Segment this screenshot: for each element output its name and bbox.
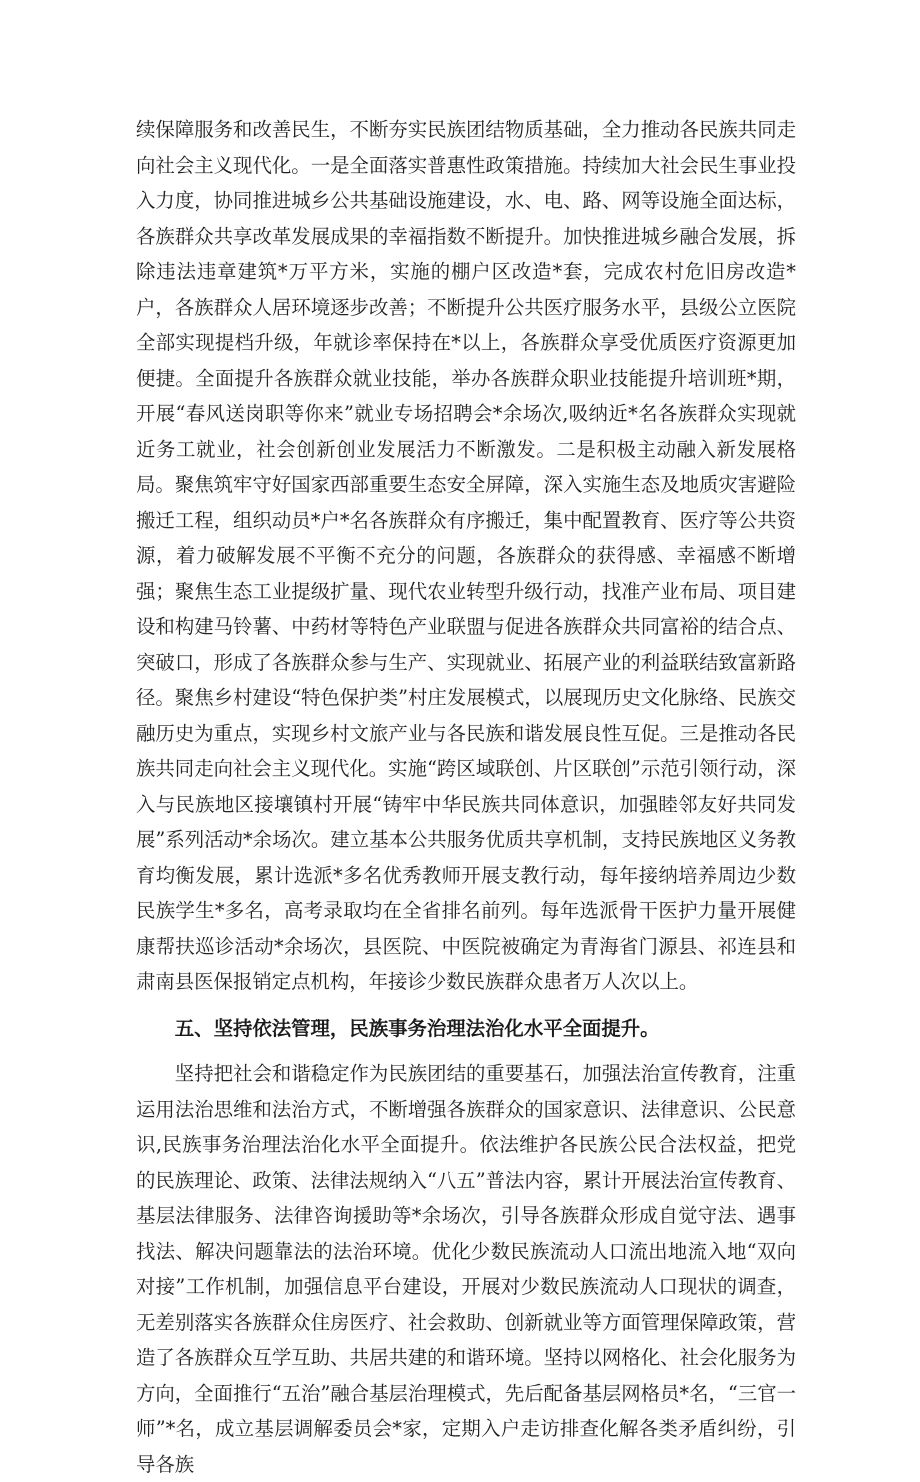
document-body bbox=[136, 112, 796, 1482]
body-paragraph-section-5: 坚持把社会和谐稳定作为民族团结的重要基石，加强法治宣传教育，注重运用法治思维和法治方式，不断增强各族群众的国家意识、法律意识、公民意识,民族事务治理法治化水平全面提升。依法维护各民族公民合法权益，把党的民族理论、政策、法律法规纳入“八五”普法内容，累计开展法治宣传教育、基层法律服务、法律咨询援助等*余场次，引导各族群众形成自觉守法、遇事找法、解决问题靠法的法治环境。优化少数民族流动人口流出地流入地“双向对接”工作机制，加强信息平台建设，开展对少数民族流动人口现状的调查，无差别落实各族群众住房医疗、社会救助、创新就业等方面管理保障政策，营造了各族群众互学互助、共居共建的和谐环境。坚持以网格化、社会化服务为方向，全面推行“五治”融合基层治理模式，先后配备基层网格员*名，“三官一师”*名，成立基层调解委员会*家，定期入户走访排查化解各类矛盾纠纷，引导各族 bbox=[136, 1062, 796, 1476]
section-heading-5: 五、坚持依法管理，民族事务治理法治化水平全面提升。 bbox=[174, 1016, 660, 1040]
body-paragraph-continued: 续保障服务和改善民生，不断夯实民族团结物质基础，全力推动各民族共同走向社会主义现代化。一是全面落实普惠性政策措施。持续加大社会民生事业投入力度，协同推进城乡公共基础设施建设，水、电、路、网等设施全面达标，各族群众共享改革发展成果的幸福指数不断提升。加快推进城乡融合发展，拆除违法违章建筑*万平方米，实施的棚户区改造*套，完成农村危旧房改造*户，各族群众人居环境逐步改善；不断提升公共医疗服务水平，县级公立医院全部实现提档升级，年就诊率保持在*以上，各族群众享受优质医疗资源更加便捷。全面提升各族群众就业技能，举办各族群众职业技能提升培训班*期，开展“春风送岗职等你来”就业专场招聘会*余场次,吸纳近*名各族群众实现就近务工就业，社会创新创业发展活力不断激发。二是积极主动融入新发展格局。聚焦筑牢守好国家西部重要生态安全屏障，深入实施生态及地质灾害避险搬迁工程，组织动员*户*名各族群众有序搬迁，集中配置教育、医疗等公共资源，着力破解发展不平衡不充分的问题，各族群众的获得感、幸福感不断增强；聚焦生态工业提级扩量、现代农业转型升级行动，找准产业布局、项目建设和构建马铃薯、中药材等特色产业联盟与促进各族群众共同富裕的结合点、突破口，形成了各族群众参与生产、实现就业、拓展产业的利益联结致富新路径。聚焦乡村建设“特色保护类”村庄发展模式，以展现历史文化脉络、民族交融历史为重点，实现乡村文旅产业与各民族和谐发展良性互促。三是推动各民族共同走向社会主义现代化。实施“跨区域联创、片区联创”示范引领行动，深入与民族地区接壤镇村开展“铸牢中华民族共同体意识，加强睦邻友好共同发展”系列活动*余场次。建立基本公共服务优质共享机制，支持民族地区义务教育均衡发展，累计选派*多名优秀教师开展支教行动，每年接纳培养周边少数民族学生*多名，高考录取均在全省排名前列。每年选派骨干医护力量开展健康帮扶巡诊活动*余场次，县医院、中医院被确定为青海省门源县、祁连县和肃南县医保报销定点机构，年接诊少数民族群众患者万人次以上。 bbox=[136, 118, 796, 993]
